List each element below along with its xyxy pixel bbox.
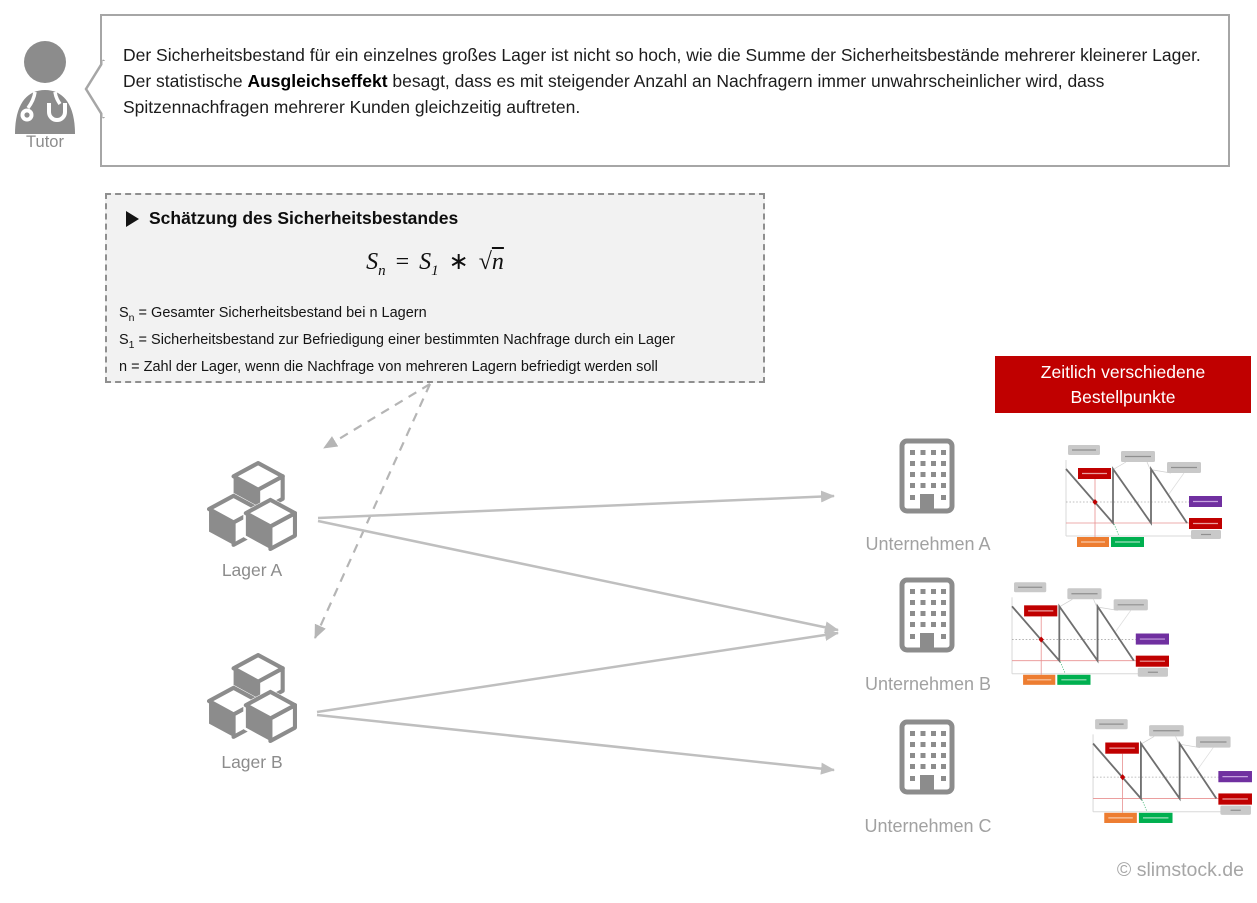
warehouse-label-a: Lager A (221, 560, 283, 580)
safety-stock-formula: $S_n = S_1$ ∗ √n (366, 249, 504, 279)
copyright-text: © slimstock.de (1116, 859, 1244, 881)
order-points-banner: Zeitlich verschiedene Bestellpunkte (995, 356, 1251, 413)
triangle-bullet-icon (126, 211, 139, 227)
dashed-arrow-formula-to-lagerA (324, 384, 430, 448)
warehouse-cubes-icon-a (207, 461, 297, 551)
tutor-speech-bubble (100, 14, 1230, 167)
legend-line-s1: $S_1$ = Sicherheitsbestand zur Befriedigung einer bestimmten Nachfrage durch ein Lager (119, 331, 675, 351)
arrow-lagerA-to-unternehmenA (318, 496, 834, 518)
dashed-arrow-formula-to-lagerB (315, 384, 430, 638)
formula-legend (119, 302, 675, 383)
formula-box-title: Schätzung des Sicherheitsbestandes (126, 208, 458, 229)
arrow-lagerA-to-unternehmenB (318, 521, 838, 630)
speech-paragraph-2: Der statistische Ausgleichseffekt besagt, dass es mit steigender Anzahl an Nachfragern immer unwahrscheinlicher wird, dass Spitzennachfragen mehrerer Kunden gleichzeitig auftreten. (123, 71, 1105, 117)
formula-box (105, 193, 765, 383)
speech-bubble-tail (83, 58, 105, 120)
company-label-c: Unternehmen C (864, 816, 992, 836)
building-icon-c (899, 719, 955, 795)
building-icon-a (899, 438, 955, 514)
order-point-chart-thumbnail-b (1009, 579, 1170, 685)
arrow-lagerB-to-unternehmenC (317, 715, 834, 770)
building-icon-b (899, 577, 955, 653)
arrow-lagerB-to-unternehmenB (317, 633, 838, 712)
legend-line-sn: $S_n$ = Gesamter Sicherheitsbestand bei n Lagern (119, 305, 427, 324)
warehouse-label-b: Lager B (221, 752, 283, 772)
company-label-b: Unternehmen B (864, 674, 992, 694)
legend-line-n: n = Zahl der Lager, wenn die Nachfrage von mehreren Lagern befriedigt werden soll (119, 358, 658, 375)
tutor-icon (11, 40, 79, 134)
speech-paragraph-1: Der Sicherheitsbestand für ein einzelnes großes Lager ist nicht so hoch, wie die Summe der Sicherheitsbestände mehrerer kleinerer Lager. (123, 45, 1201, 65)
order-point-chart-thumbnail-c (1090, 716, 1253, 823)
highlight-ausgleichseffekt: Ausgleichseffekt (247, 71, 388, 91)
warehouse-cubes-icon-b (207, 653, 297, 743)
tutor-label: Tutor (26, 133, 64, 151)
company-label-a: Unternehmen A (865, 534, 991, 554)
order-point-chart-thumbnail-a (1063, 442, 1223, 547)
